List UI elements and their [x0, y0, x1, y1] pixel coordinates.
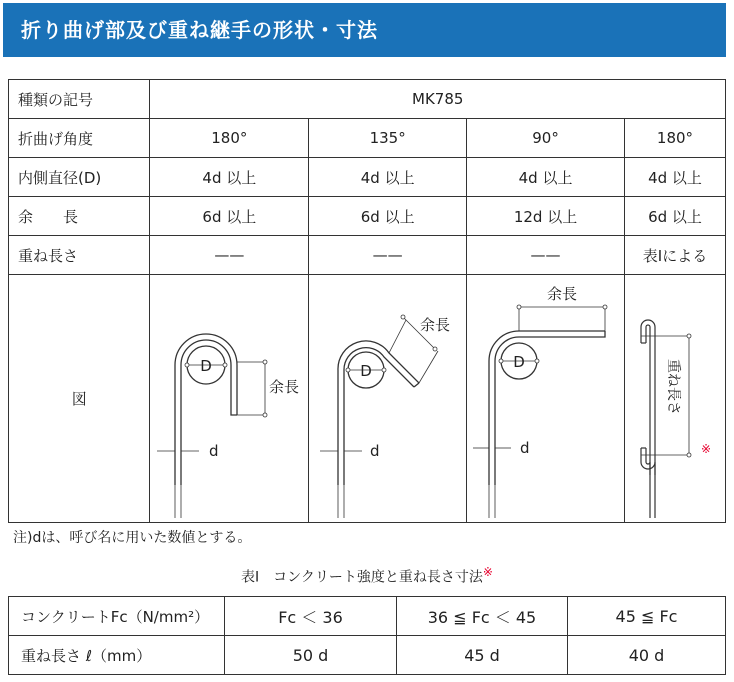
- table-cell: ——: [467, 236, 625, 275]
- caption-text: 表Ⅰ コンクリート強度と重ね長さ寸法: [241, 569, 483, 586]
- caption-mark: ※: [482, 565, 493, 579]
- table-cell: 6d 以上: [150, 197, 309, 236]
- extra-length-label: 余長: [419, 316, 450, 334]
- figure-135-hook: [309, 275, 467, 523]
- table-caption: [0, 565, 734, 587]
- table-cell: 4d 以上: [625, 158, 726, 197]
- row-label: 余 長: [9, 197, 150, 236]
- concrete-table: [8, 596, 726, 675]
- footnote: 注)dは、呼び名に用いた数値とする。: [13, 530, 252, 546]
- row-label: 重ね長さ: [9, 236, 150, 275]
- diameter-label: D: [359, 362, 372, 380]
- table-cell: 表Ⅰによる: [625, 236, 726, 275]
- table-cell: 36 ≦ Fc ＜ 45: [397, 597, 568, 636]
- bar-diameter-label: d: [369, 442, 380, 460]
- hook-180-diagram: [151, 275, 307, 518]
- page-title: 折り曲げ部及び重ね継手の形状・寸法: [21, 18, 378, 42]
- row-label: 内側直径(D): [9, 158, 150, 197]
- table-cell: ——: [309, 236, 467, 275]
- table-cell: 6d 以上: [625, 197, 726, 236]
- lap-length-label: 重ね長さ: [665, 359, 681, 415]
- row-label: 重ね長さ ℓ（mm）: [9, 636, 225, 675]
- note-mark: ※: [701, 442, 712, 456]
- table-row: [9, 158, 726, 197]
- row-label: 図: [9, 275, 150, 523]
- table-cell: 50 d: [225, 636, 397, 675]
- table-cell: 40 d: [568, 636, 726, 675]
- table-cell: Fc ＜ 36: [225, 597, 397, 636]
- table-cell: 6d 以上: [309, 197, 467, 236]
- figure-90-hook: [467, 275, 625, 523]
- table-row: [9, 597, 726, 636]
- row-label: コンクリートFc（N/mm²）: [9, 597, 225, 636]
- table-cell: ——: [150, 236, 309, 275]
- figure-lap-splice: [625, 275, 726, 523]
- extra-length-label: 余長: [269, 378, 300, 396]
- table-row: [9, 119, 726, 158]
- header-banner: [3, 3, 726, 57]
- table-row: [9, 275, 726, 523]
- table-cell: 180°: [625, 119, 726, 158]
- table-cell: 135°: [309, 119, 467, 158]
- table-cell: 90°: [467, 119, 625, 158]
- table-row: [9, 197, 726, 236]
- table-row: [9, 636, 726, 675]
- spec-table: [8, 79, 726, 523]
- extra-length-label: 余長: [546, 285, 577, 303]
- diameter-label: D: [200, 357, 213, 375]
- table-cell: 45 d: [397, 636, 568, 675]
- table-row: [9, 80, 726, 119]
- row-label: 種類の記号: [9, 80, 150, 119]
- table-cell: 45 ≦ Fc: [568, 597, 726, 636]
- table-cell: 4d 以上: [309, 158, 467, 197]
- diameter-label: D: [512, 353, 525, 371]
- lap-splice-diagram: [625, 275, 725, 518]
- figure-180-hook: [150, 275, 309, 523]
- hook-135-diagram: [310, 275, 466, 518]
- table-cell: 4d 以上: [150, 158, 309, 197]
- table-cell: 180°: [150, 119, 309, 158]
- symbol-value: MK785: [150, 80, 726, 119]
- table-cell: 12d 以上: [467, 197, 625, 236]
- bar-diameter-label: d: [519, 439, 530, 457]
- row-label: 折曲げ角度: [9, 119, 150, 158]
- bar-diameter-label: d: [209, 442, 219, 460]
- table-row: [9, 236, 726, 275]
- table-cell: 4d 以上: [467, 158, 625, 197]
- hook-90-diagram: [468, 275, 624, 518]
